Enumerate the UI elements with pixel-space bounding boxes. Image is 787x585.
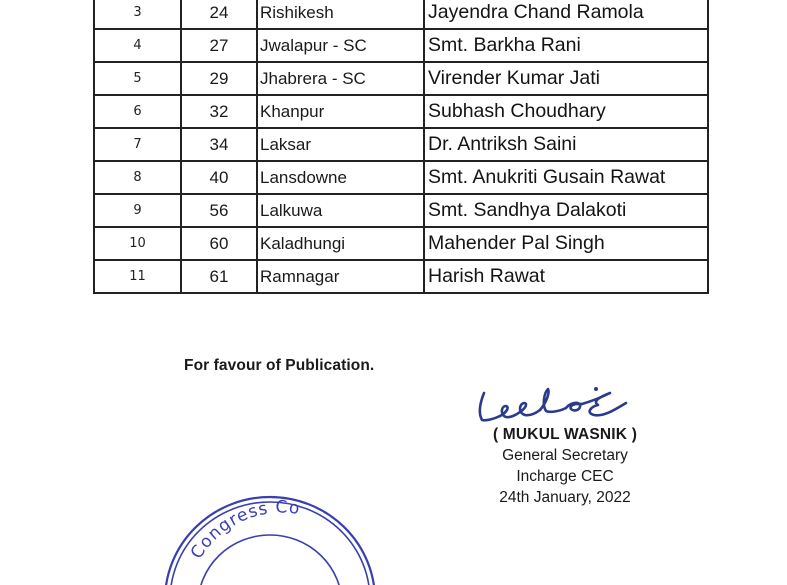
- serial-number: 9: [94, 194, 181, 227]
- constituency-name: Kaladhungi: [257, 227, 424, 260]
- table-row: [94, 95, 708, 128]
- ac-number: 32: [181, 95, 257, 128]
- signatory-role: Incharge CEC: [516, 468, 614, 485]
- constituency-name: Lalkuwa: [257, 194, 424, 227]
- candidate-list-table: [93, 0, 709, 294]
- candidate-name: Smt. Anukriti Gusain Rawat: [424, 161, 708, 194]
- table-row: [94, 0, 708, 29]
- serial-number: 7: [94, 128, 181, 161]
- signature-icon: [470, 375, 690, 430]
- table-row: [94, 62, 708, 95]
- serial-number: 3: [94, 0, 181, 29]
- stamp-text: Congress Co: [186, 497, 302, 563]
- constituency-name: Lansdowne: [257, 161, 424, 194]
- candidate-name: Jayendra Chand Ramola: [424, 0, 708, 29]
- constituency-name: Ramnagar: [257, 260, 424, 293]
- serial-number: 4: [94, 29, 181, 62]
- table-row: [94, 128, 708, 161]
- constituency-name: Jhabrera - SC: [257, 62, 424, 95]
- svg-text:Congress Co: [187, 498, 302, 563]
- table-row: [94, 161, 708, 194]
- constituency-name: Rishikesh: [257, 0, 424, 29]
- table-row: [94, 260, 708, 293]
- ac-number: 56: [181, 194, 257, 227]
- ac-number: 40: [181, 161, 257, 194]
- ac-number: 27: [181, 29, 257, 62]
- table-row: [94, 194, 708, 227]
- candidate-name: Smt. Barkha Rani: [424, 29, 708, 62]
- signatory-title: General Secretary: [502, 447, 628, 464]
- table-row: [94, 29, 708, 62]
- candidate-name: Subhash Choudhary: [424, 95, 708, 128]
- ac-number: 24: [181, 0, 257, 29]
- serial-number: 11: [94, 260, 181, 293]
- constituency-name: Laksar: [257, 128, 424, 161]
- candidate-name: Dr. Antriksh Saini: [424, 128, 708, 161]
- serial-number: 6: [94, 95, 181, 128]
- candidate-name: Virender Kumar Jati: [424, 62, 708, 95]
- document-date: 24th January, 2022: [499, 489, 631, 506]
- ac-number: 29: [181, 62, 257, 95]
- serial-number: 10: [94, 227, 181, 260]
- ac-number: 61: [181, 260, 257, 293]
- serial-number: 8: [94, 161, 181, 194]
- serial-number: 5: [94, 62, 181, 95]
- ac-number: 34: [181, 128, 257, 161]
- candidate-name: Mahender Pal Singh: [424, 227, 708, 260]
- ac-number: 60: [181, 227, 257, 260]
- constituency-name: Jwalapur - SC: [257, 29, 424, 62]
- table-row: [94, 227, 708, 260]
- candidate-name: Harish Rawat: [424, 260, 708, 293]
- party-seal-stamp-icon: [150, 465, 380, 585]
- candidate-name: Smt. Sandhya Dalakoti: [424, 194, 708, 227]
- publication-note: For favour of Publication.: [184, 357, 375, 374]
- signatory-block: [470, 425, 660, 508]
- signatory-name: ( MUKUL WASNIK ): [492, 426, 638, 443]
- constituency-name: Khanpur: [257, 95, 424, 128]
